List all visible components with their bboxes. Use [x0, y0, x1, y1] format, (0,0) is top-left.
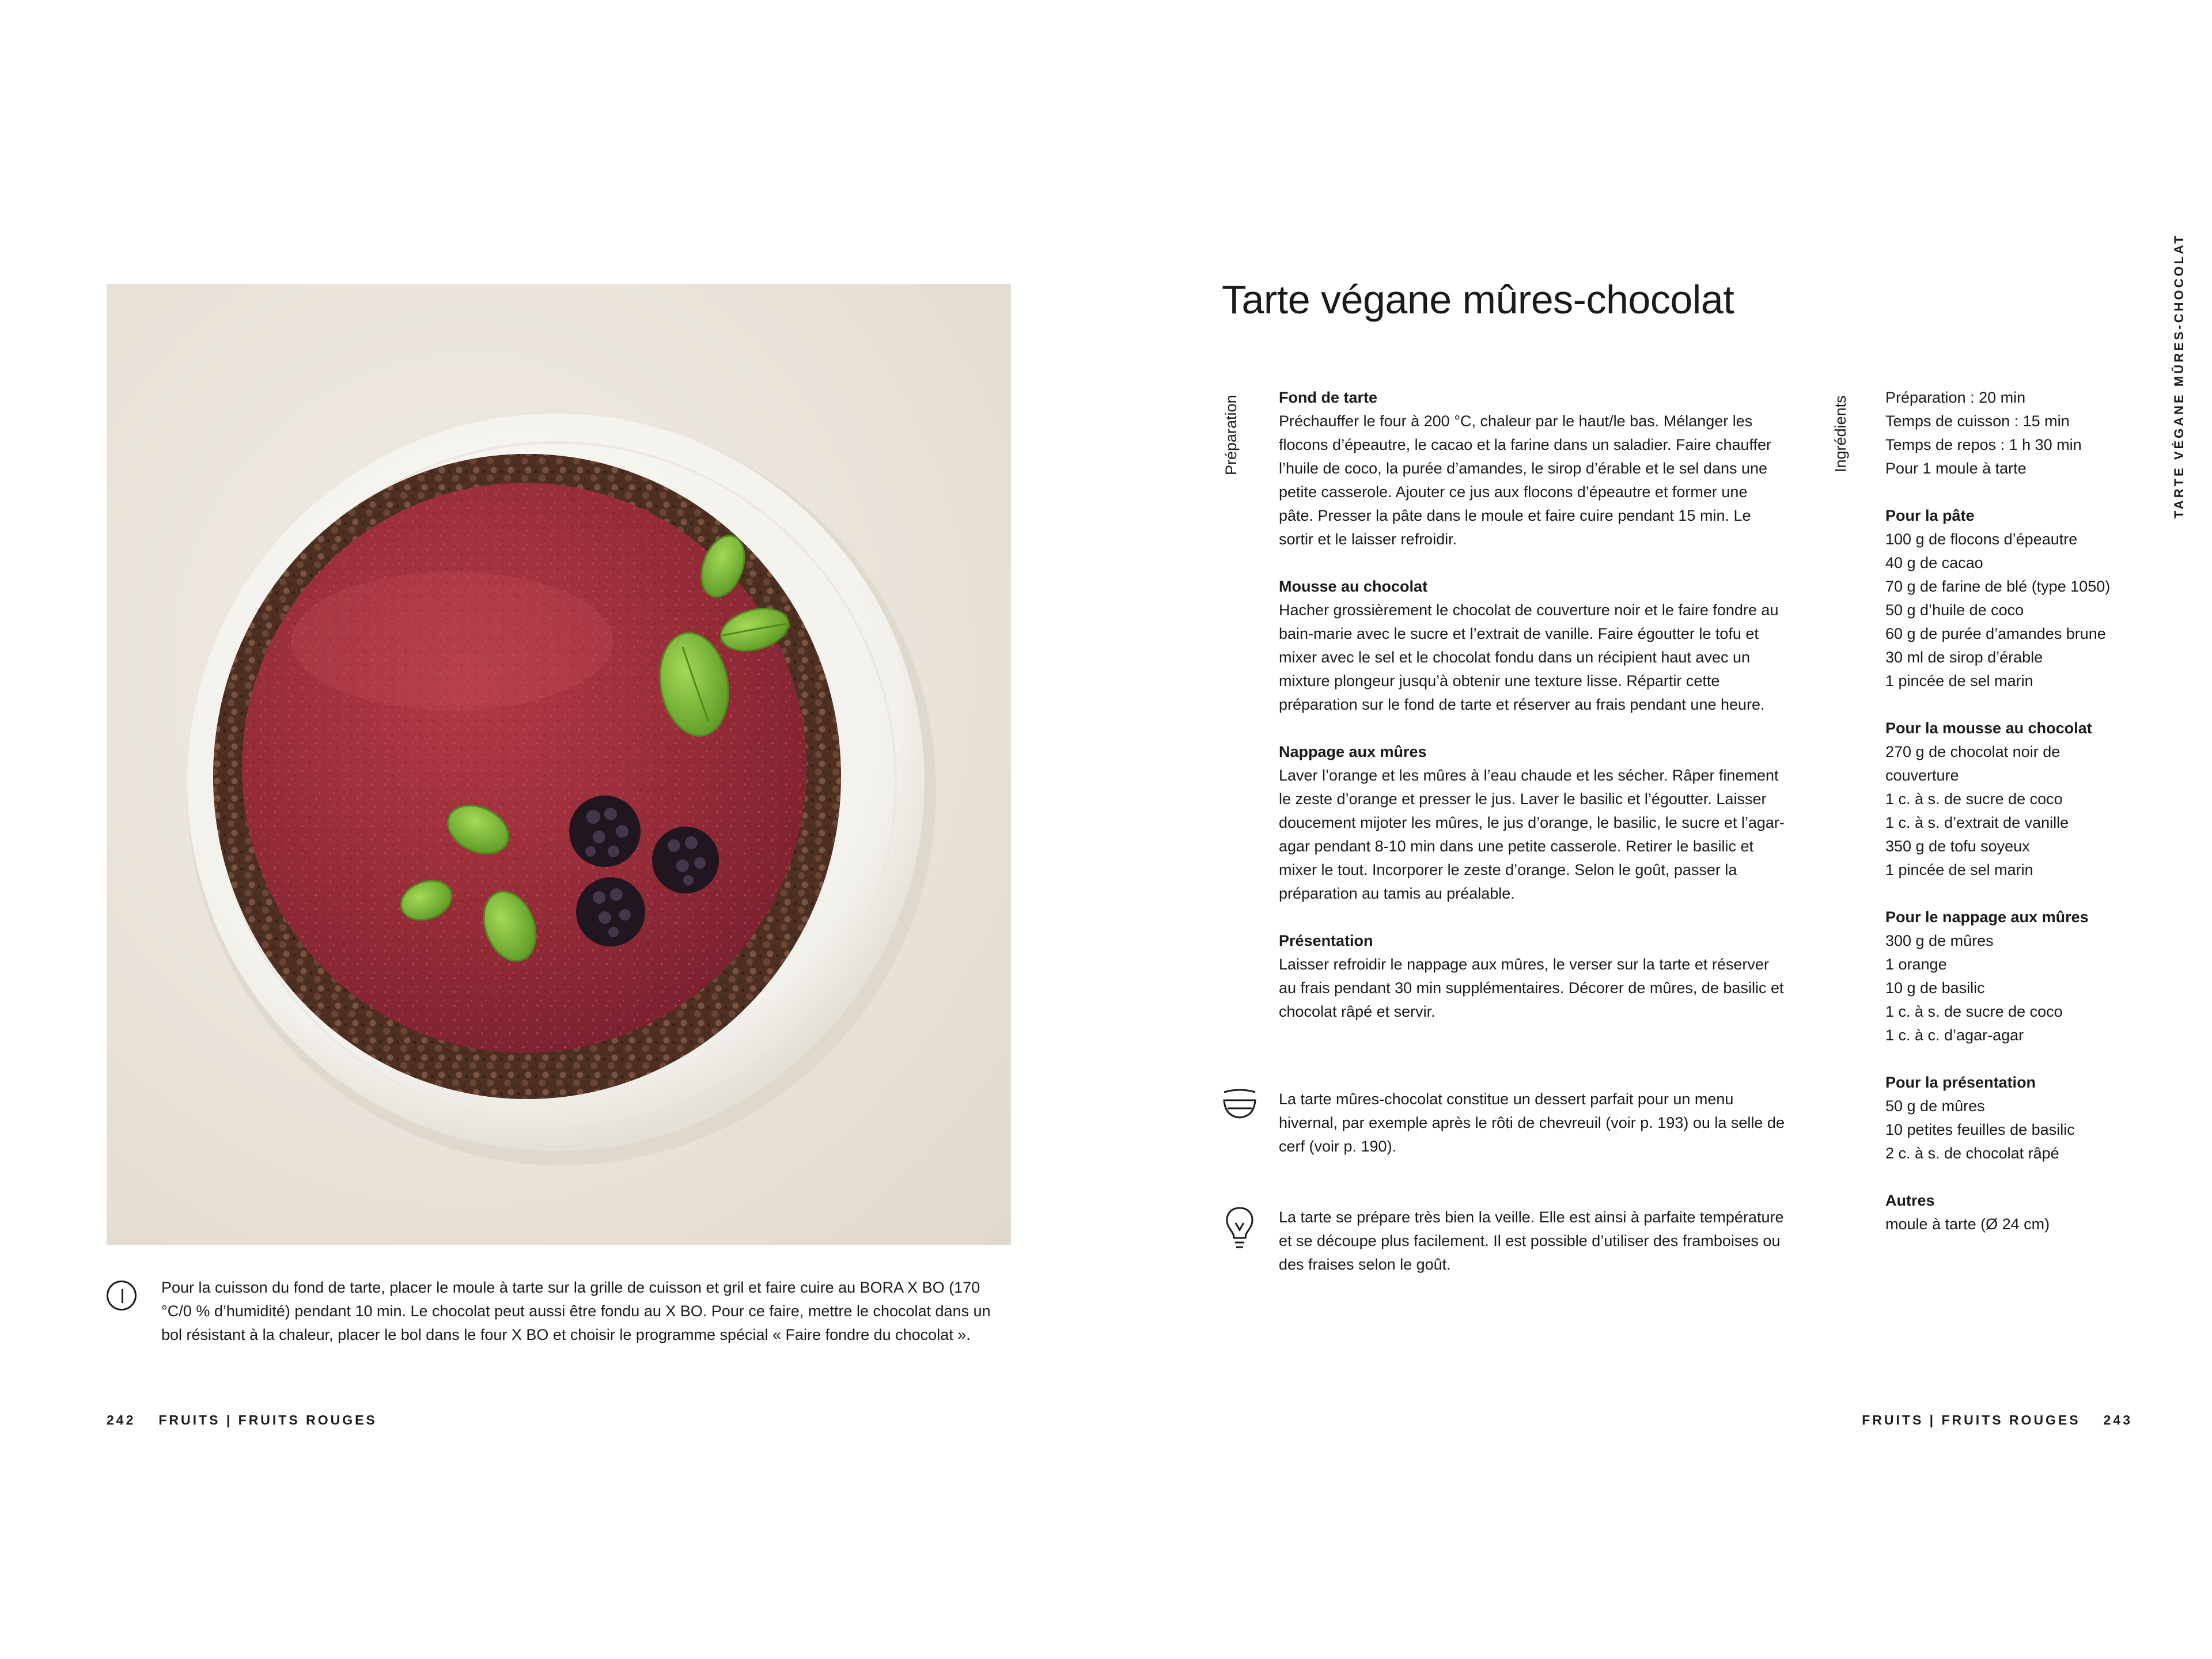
ingredient-item: 10 g de basilic [1885, 979, 1985, 997]
footer-left [107, 1412, 377, 1428]
ingredient-item: 1 pincée de sel marin [1885, 672, 2033, 690]
ingredient-group-heading: Pour la pâte [1885, 507, 1975, 524]
page-number-left: 242 [107, 1412, 136, 1427]
section-label-left: FRUITS | FRUITS ROUGES [158, 1412, 377, 1427]
ingredient-item: 40 g de cacao [1885, 554, 1983, 571]
footer-right [1862, 1412, 2133, 1428]
ingredient-group [1885, 1189, 2150, 1236]
ingredient-item: 1 c. à s. de sucre de coco [1885, 790, 2063, 808]
idea-note-text: La tarte se prépare très bien la veille. Elle est ainsi à parfaite température et se découpe plus facilement. Il est possible d’utiliser des framboises ou des fraises selon le goût. [1279, 1209, 1784, 1273]
ingredient-item: 30 ml de sirop d’érable [1885, 649, 2043, 666]
ingredient-group [1885, 717, 2150, 882]
ingredient-group-heading: Pour la mousse au chocolat [1885, 719, 2092, 737]
step-heading: Mousse au chocolat [1279, 578, 1428, 595]
ingredient-item: 70 g de farine de blé (type 1050) [1885, 578, 2111, 595]
ingredient-item: 1 c. à s. d’extrait de vanille [1885, 814, 2069, 831]
ingredient-item: 50 g d’huile de coco [1885, 601, 2024, 619]
ingredient-item: 10 petites feuilles de basilic [1885, 1121, 2075, 1138]
step-text: Préchauffer le four à 200 °C, chaleur par le haut/le bas. Mélanger les flocons d’épeautre, le cacao et la farine dans un saladier. Faire chauffer l’huile de coco, la purée d’amandes, le sirop d’érable et le sel dans une petite casserole. Ajouter ce jus aux flocons d’épeautre et former une pâte. Presser la pâte dans le moule et faire cuire pendant 15 min. Le sortir et le laisser refroidir. [1279, 412, 1772, 548]
page-number-right: 243 [2103, 1412, 2133, 1427]
ingredient-item: moule à tarte (Ø 24 cm) [1885, 1215, 2050, 1233]
recipe-title: Tarte végane mûres-chocolat [1222, 277, 1734, 322]
preparation-label: Préparation [1222, 395, 1240, 475]
ingredient-item: 2 c. à s. de chocolat râpé [1885, 1145, 2059, 1162]
ingredient-item: 350 g de tofu soyeux [1885, 838, 2030, 855]
ingredients-label: Ingrédients [1832, 395, 1849, 472]
ingredient-item: 300 g de mûres [1885, 932, 1994, 949]
step [1279, 386, 1786, 551]
recipe-meta [1885, 386, 2150, 480]
serving-note [1222, 1088, 1798, 1158]
ingredient-group-heading: Pour la présentation [1885, 1074, 2036, 1091]
ingredient-item: couverture [1885, 767, 1959, 784]
ingredient-item: 1 c. à s. de sucre de coco [1885, 1003, 2063, 1020]
step-text: Laver l’orange et les mûres à l’eau chaude et les sécher. Râper finement le zeste d’orange et presser le jus. Laver le basilic et l’égoutter. Laisser doucement mijoter les mûres, le jus d’orange, le basilic, le sucre et l’agar-agar pendant 8-10 min dans une petite casserole. Retirer le basilic et mixer le tout. Incorporer le zeste d’orange. Selon le goût, passer la préparation au tamis au préalable. [1279, 767, 1785, 902]
ingredient-item: 1 orange [1885, 956, 1947, 973]
running-head: TARTE VÉGANE MÛRES-CHOCOLAT [2172, 233, 2186, 518]
ingredient-item: 1 c. à c. d’agar-agar [1885, 1027, 2024, 1044]
lightbulb-icon [1222, 1206, 1257, 1252]
ingredient-item: 50 g de mûres [1885, 1097, 1985, 1115]
prep-time: Préparation : 20 min [1885, 389, 2026, 406]
section-label-right: FRUITS | FRUITS ROUGES [1862, 1412, 2081, 1427]
info-icon [107, 1281, 137, 1310]
step [1279, 740, 1786, 906]
yield: Pour 1 moule à tarte [1885, 460, 2027, 477]
cooking-tip [107, 1276, 1011, 1347]
step-heading: Fond de tarte [1279, 389, 1378, 406]
ingredient-item: 60 g de purée d’amandes brune [1885, 625, 2106, 642]
cook-time: Temps de cuisson : 15 min [1885, 412, 2070, 430]
ingredients-column [1885, 386, 2150, 1260]
step [1279, 575, 1786, 717]
step-text: Laisser refroidir le nappage aux mûres, le verser sur la tarte et réserver au frais pendant 30 min supplémentaires. Décorer de mûres, de basilic et chocolat râpé et servir. [1279, 956, 1784, 1020]
rest-time: Temps de repos : 1 h 30 min [1885, 436, 2082, 453]
preparation-steps [1279, 386, 1786, 1047]
ingredient-group-heading: Autres [1885, 1192, 1935, 1209]
tart-photo [107, 284, 1011, 1245]
ingredient-item: 270 g de chocolat noir de [1885, 743, 2061, 760]
ingredient-group [1885, 906, 2150, 1047]
serving-bowl-icon [1222, 1088, 1257, 1121]
ingredient-group [1885, 504, 2150, 693]
ingredient-group-heading: Pour le nappage aux mûres [1885, 908, 2089, 926]
step-heading: Nappage aux mûres [1279, 743, 1427, 760]
step-heading: Présentation [1279, 932, 1373, 949]
step [1279, 929, 1786, 1024]
ingredient-item: 100 g de flocons d’épeautre [1885, 531, 2078, 548]
cooking-tip-text: Pour la cuisson du fond de tarte, placer le moule à tarte sur la grille de cuisson et gril et faire cuire au BORA X BO (170 °C/0 % d’humidité) pendant 10 min. Le chocolat peut aussi être fondu au X BO. Pour ce faire, mettre le chocolat dans un bol résistant à la chaleur, placer le bol dans le four X BO et choisir le programme spécial « Faire fondre du chocolat ». [161, 1279, 991, 1343]
ingredient-group [1885, 1071, 2150, 1165]
step-text: Hacher grossièrement le chocolat de couverture noir et le faire fondre au bain-marie avec le sucre et l’extrait de vanille. Faire égoutter le tofu et mixer avec le sel et le chocolat fondu dans un récipient haut avec un mixture plongeur jusqu’à obtenir une texture lisse. Répartir cette préparation sur le fond de tarte et réserver au frais pendant une heure. [1279, 601, 1779, 713]
serving-note-text: La tarte mûres-chocolat constitue un dessert parfait pour un menu hivernal, par exemple après le rôti de chevreuil (voir p. 193) ou la selle de cerf (voir p. 190). [1279, 1090, 1785, 1155]
ingredient-item: 1 pincée de sel marin [1885, 861, 2033, 878]
idea-note [1222, 1206, 1798, 1277]
